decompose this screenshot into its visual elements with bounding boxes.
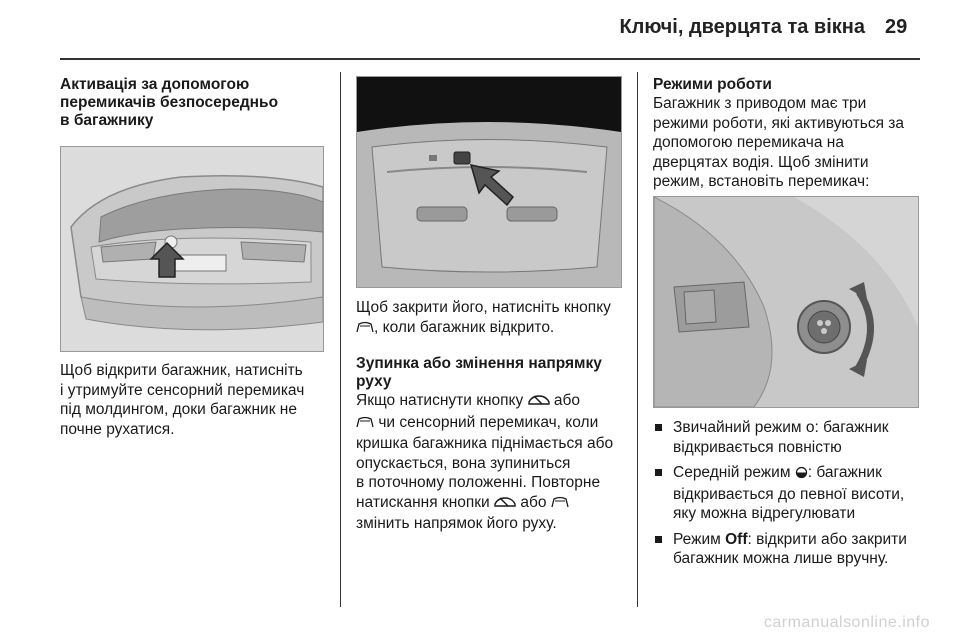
list-item-line: Звичайний режим o: багажник bbox=[673, 419, 889, 436]
column-1 bbox=[60, 76, 330, 130]
column-1-body bbox=[60, 361, 330, 439]
section-heading-switch-activation bbox=[60, 76, 330, 130]
heading-line: Зупинка або змінення напрямку bbox=[356, 355, 602, 372]
body-line: дверцятах водія. Щоб змінити bbox=[653, 153, 869, 171]
list-item-line: Режим bbox=[673, 530, 721, 548]
body-line: Якщо натиснути кнопку bbox=[356, 392, 524, 409]
list-item-line: Середній режим bbox=[673, 464, 791, 481]
section-heading-operating-modes: Режими роботи bbox=[653, 76, 772, 93]
watermark: carmanualsonline.info bbox=[763, 614, 930, 631]
list-item bbox=[653, 418, 925, 457]
list-item-line: відкривається повністю bbox=[673, 438, 842, 456]
body-line: Щоб відкрити багажник, натисніть bbox=[60, 362, 303, 379]
page-number: 29 bbox=[885, 16, 908, 38]
body-line: натискання кнопки bbox=[356, 493, 490, 511]
body-line: , коли багажник відкрито. bbox=[374, 318, 555, 336]
trunk-lid-illustration bbox=[356, 76, 622, 288]
heading-line: в багажнику bbox=[60, 112, 154, 129]
column-divider-2 bbox=[637, 72, 638, 607]
half-circle-mode-icon bbox=[795, 465, 808, 485]
column-3 bbox=[653, 76, 925, 192]
bullet-icon bbox=[655, 536, 662, 543]
column-2 bbox=[356, 298, 626, 534]
body-line: почне рухатися. bbox=[60, 420, 175, 438]
trunk-close-key-icon bbox=[356, 415, 374, 435]
list-item-line: відкривається до певної висоти, bbox=[673, 485, 905, 503]
header-divider bbox=[60, 58, 920, 60]
list-item-line: яку можна відрегулювати bbox=[673, 505, 856, 522]
body-line: режими роботи, які активуються за bbox=[653, 114, 905, 132]
car-trunk-key-icon bbox=[528, 393, 550, 413]
body-line: режим, встановіть перемикач: bbox=[653, 173, 870, 190]
modes-intro bbox=[653, 94, 925, 192]
body-line: Багажник з приводом має три bbox=[653, 95, 867, 112]
modes-list bbox=[653, 418, 925, 569]
body-text bbox=[60, 361, 330, 439]
bullet-icon bbox=[655, 469, 662, 476]
list-item bbox=[653, 530, 925, 569]
body-line: або bbox=[553, 392, 581, 409]
modes-list-container bbox=[653, 418, 925, 575]
car-rear-illustration bbox=[60, 146, 324, 352]
body-line: кришка багажника піднімається або bbox=[356, 435, 614, 452]
body-line: в поточному положенні. Повторне bbox=[356, 474, 601, 491]
body-line: під молдингом, доки багажник не bbox=[60, 401, 297, 418]
door-switch-illustration bbox=[653, 196, 919, 408]
page-title: Ключі, дверцята та вікна bbox=[619, 16, 865, 38]
close-instructions bbox=[356, 298, 626, 339]
car-trunk-key-icon bbox=[494, 495, 516, 515]
body-line: або bbox=[520, 493, 547, 511]
column-divider-1 bbox=[340, 72, 341, 607]
heading-line: руху bbox=[356, 373, 392, 390]
section-heading-stop-reverse bbox=[356, 355, 626, 391]
trunk-close-key-icon bbox=[551, 495, 569, 515]
body-line: Щоб закрити його, натисніть кнопку bbox=[356, 299, 611, 316]
body-line: опускається, вона зупиниться bbox=[356, 454, 571, 472]
list-item-line: багажник можна лише вручну. bbox=[673, 550, 889, 567]
list-item-line: : відкрити або закрити bbox=[747, 530, 907, 548]
body-line: і утримуйте сенсорний перемикач bbox=[60, 381, 305, 399]
body-line: змінить напрямок його руху. bbox=[356, 515, 557, 532]
body-line: допомогою перемикача на bbox=[653, 134, 844, 151]
list-item bbox=[653, 463, 925, 524]
trunk-close-key-icon bbox=[356, 320, 374, 340]
bullet-icon bbox=[655, 424, 662, 431]
mode-off-label: Off bbox=[725, 530, 748, 548]
body-line: чи сенсорний перемикач, коли bbox=[378, 413, 599, 431]
list-item-line: : багажник bbox=[807, 464, 882, 481]
heading-line: Активація за допомогою bbox=[60, 76, 250, 93]
stop-reverse-body bbox=[356, 391, 626, 534]
heading-line: перемикачів безпосередньо bbox=[60, 94, 279, 111]
